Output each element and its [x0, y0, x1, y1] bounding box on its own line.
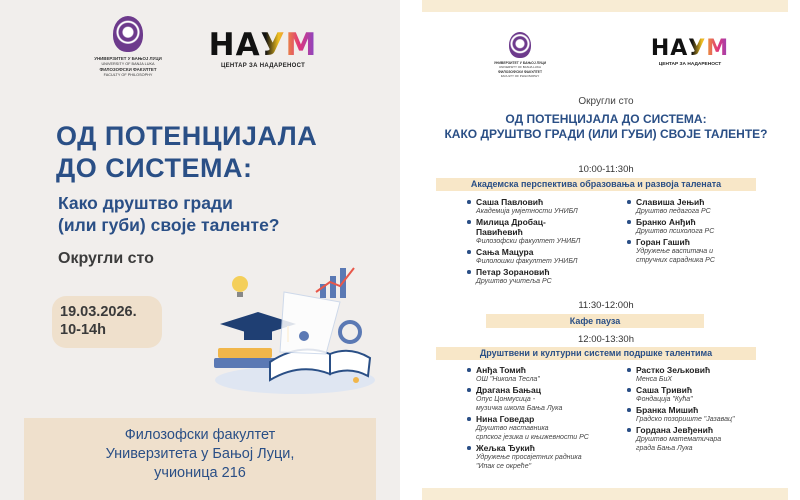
bullet-icon [627, 408, 631, 412]
bullet-icon [467, 446, 471, 450]
university-seal-icon [509, 32, 531, 58]
session-2-heading: Друштвени и културни системи подршке талентима [436, 347, 756, 360]
speaker-affiliation: Друштво наставника [476, 425, 549, 432]
list-item [466, 217, 626, 246]
university-logo-small [490, 32, 550, 78]
event-date: 19.03.2026. [60, 304, 137, 320]
naum-wordmark: НАУМ [198, 28, 328, 62]
speaker-affiliation: Друштво учитеља РС [476, 278, 552, 285]
speaker-name: Жељка Ђукић [476, 443, 535, 453]
speaker-name: Саша Тривић [636, 385, 693, 395]
speaker-affiliation-cont: стручних сарадника РС [636, 257, 715, 264]
bullet-icon [467, 250, 471, 254]
speaker-name: Горан Гашић [636, 237, 690, 247]
speaker-name-cont: Павићевић [476, 227, 523, 237]
program-title [412, 112, 800, 141]
pause-time: 11:30-12:00h [578, 300, 634, 311]
bullet-icon [467, 220, 471, 224]
subtitle-line-1: Како друштво гради [58, 193, 233, 213]
book-illustration-icon [200, 262, 380, 402]
list-item [626, 405, 776, 424]
speaker-name: Бранка Мишић [636, 405, 699, 415]
venue-box [24, 418, 376, 500]
speaker-name: Бранко Анђић [636, 217, 696, 227]
list-item [466, 443, 636, 471]
speaker-affiliation: Друштво психолога РС [636, 228, 715, 235]
session-2-right-column [626, 365, 776, 454]
speaker-name: Петар Зорановић [476, 267, 550, 277]
speaker-affiliation: Удружење просвјетних радника [476, 454, 582, 461]
date-box [52, 296, 162, 348]
naum-tagline: ЦЕНТАР ЗА НАДАРЕНОСТ [220, 63, 306, 69]
speaker-name: Саша Павловић [476, 197, 544, 207]
bullet-icon [467, 388, 471, 392]
program-event-type: Округли сто [578, 96, 634, 107]
speaker-name: Драгана Бањац [476, 385, 541, 395]
faculty-name-en: FACULTY OF PHILOSOPHY [103, 72, 153, 77]
list-item [626, 385, 776, 404]
naum-logo [198, 28, 328, 69]
bullet-icon [627, 368, 631, 372]
title-line-1: ОД ПОТЕНЦИЈАЛА [56, 121, 318, 151]
list-item [626, 425, 776, 453]
venue-line-3: учионица 216 [154, 465, 246, 481]
bullet-icon [467, 270, 471, 274]
poster-subtitle [58, 192, 358, 236]
bullet-icon [627, 240, 631, 244]
list-item [626, 217, 776, 236]
bullet-icon [467, 200, 471, 204]
speaker-name: Нина Говедар [476, 414, 535, 424]
speaker-name: Сања Мацура [476, 247, 534, 257]
speaker-affiliation: Удружење васпитача и [636, 248, 714, 255]
session-2-left-column [466, 365, 636, 472]
university-name: УНИВЕРЗИТЕТ У БАЊОЈ ЛУЦИ [94, 56, 162, 61]
list-item [466, 414, 636, 442]
naum-logo-small [640, 36, 740, 67]
event-time: 10-14h [60, 322, 106, 338]
speaker-affiliation: Филолошки факултет УНИБЛ [476, 258, 578, 265]
program-title-line-1: ОД ПОТЕНЦИЈАЛА ДО СИСТЕМА: [505, 112, 707, 126]
faculty-name: ФИЛОЗОФСКИ ФАКУЛТЕТ [99, 67, 157, 73]
bullet-icon [467, 368, 471, 372]
speaker-affiliation-cont: музичка школа Бања Лука [476, 405, 563, 412]
speaker-affiliation: Друштво математичара [636, 436, 722, 443]
speaker-affiliation: Фондација "Кућа" [636, 396, 693, 403]
speaker-name: Славиша Јењић [636, 197, 705, 207]
speaker-name: Милица Дробац- [476, 217, 546, 227]
university-name: УНИВЕРЗИТЕТ У БАЊОЈ ЛУЦИ [493, 61, 547, 65]
naum-wordmark: НАУМ [640, 36, 740, 61]
list-item [466, 365, 636, 384]
coffee-break: Кафе пауза [486, 314, 704, 328]
bullet-icon [627, 428, 631, 432]
bullet-icon [467, 417, 471, 421]
university-logo [88, 16, 168, 78]
list-item [466, 247, 626, 266]
poster-right-panel [412, 0, 800, 500]
speaker-name: Растко Зељковић [636, 365, 711, 375]
list-item [626, 237, 776, 265]
university-name-en: UNIVERSITY OF BANJA LUKA [101, 61, 155, 66]
list-item [466, 197, 626, 216]
session-1-right-column [626, 197, 776, 266]
session-1-heading: Академска перспектива образовања и развоја талената [436, 178, 756, 191]
title-line-2: ДО СИСТЕМА: [56, 153, 253, 183]
speaker-affiliation: Друштво педагога РС [636, 208, 711, 215]
speaker-affiliation-cont: српског језика и књижевности РС [476, 434, 589, 441]
subtitle-line-2: (или губи) своје таленте? [58, 215, 280, 235]
venue-line-2: Универзитета у Бањој Луци, [105, 446, 295, 462]
speaker-name: Анђа Томић [476, 365, 526, 375]
session-1-left-column [466, 197, 626, 287]
event-type: Округли сто [58, 250, 154, 267]
speaker-affiliation: ОШ "Никола Тесла" [476, 376, 540, 383]
session-1-time: 10:00-11:30h [578, 164, 634, 175]
bullet-icon [627, 200, 631, 204]
session-2-time: 12:00-13:30h [578, 334, 634, 345]
list-item [466, 267, 626, 286]
faculty-name: ФИЛОЗОФСКИ ФАКУЛТЕТ [497, 69, 543, 74]
bullet-icon [627, 220, 631, 224]
speaker-affiliation: Опус Цонмусица - [476, 396, 536, 403]
faculty-name-en: FACULTY OF PHILOSOPHY [500, 73, 540, 78]
speaker-affiliation: Менса БиХ [636, 376, 673, 383]
list-item [626, 197, 776, 216]
speaker-affiliation: Градско позориште "Јазавац" [636, 416, 735, 423]
top-decor-bar [422, 0, 788, 12]
bullet-icon [627, 388, 631, 392]
speaker-affiliation: Академија умјетности УНИБЛ [476, 208, 578, 215]
venue-line-1: Филозофски факултет [124, 427, 276, 443]
speaker-affiliation-cont: "Ипак се окреће" [476, 463, 532, 470]
university-seal-icon [113, 16, 143, 52]
naum-tagline: ЦЕНТАР ЗА НАДАРЕНОСТ [658, 62, 722, 67]
program-title-line-2: КАКО ДРУШТВО ГРАДИ (ИЛИ ГУБИ) СВОЈЕ ТАЛЕНТЕ? [444, 126, 768, 141]
speaker-name: Гордана Јевђенић [636, 425, 714, 435]
list-item [466, 385, 636, 413]
poster-title [56, 120, 386, 184]
university-name-en: UNIVERSITY OF BANJA LUKA [499, 65, 541, 70]
speaker-affiliation: Филозофски факултет УНИБЛ [476, 238, 581, 245]
bottom-decor-bar [422, 488, 788, 500]
speaker-affiliation-cont: града Бања Лука [636, 445, 693, 452]
list-item [626, 365, 776, 384]
